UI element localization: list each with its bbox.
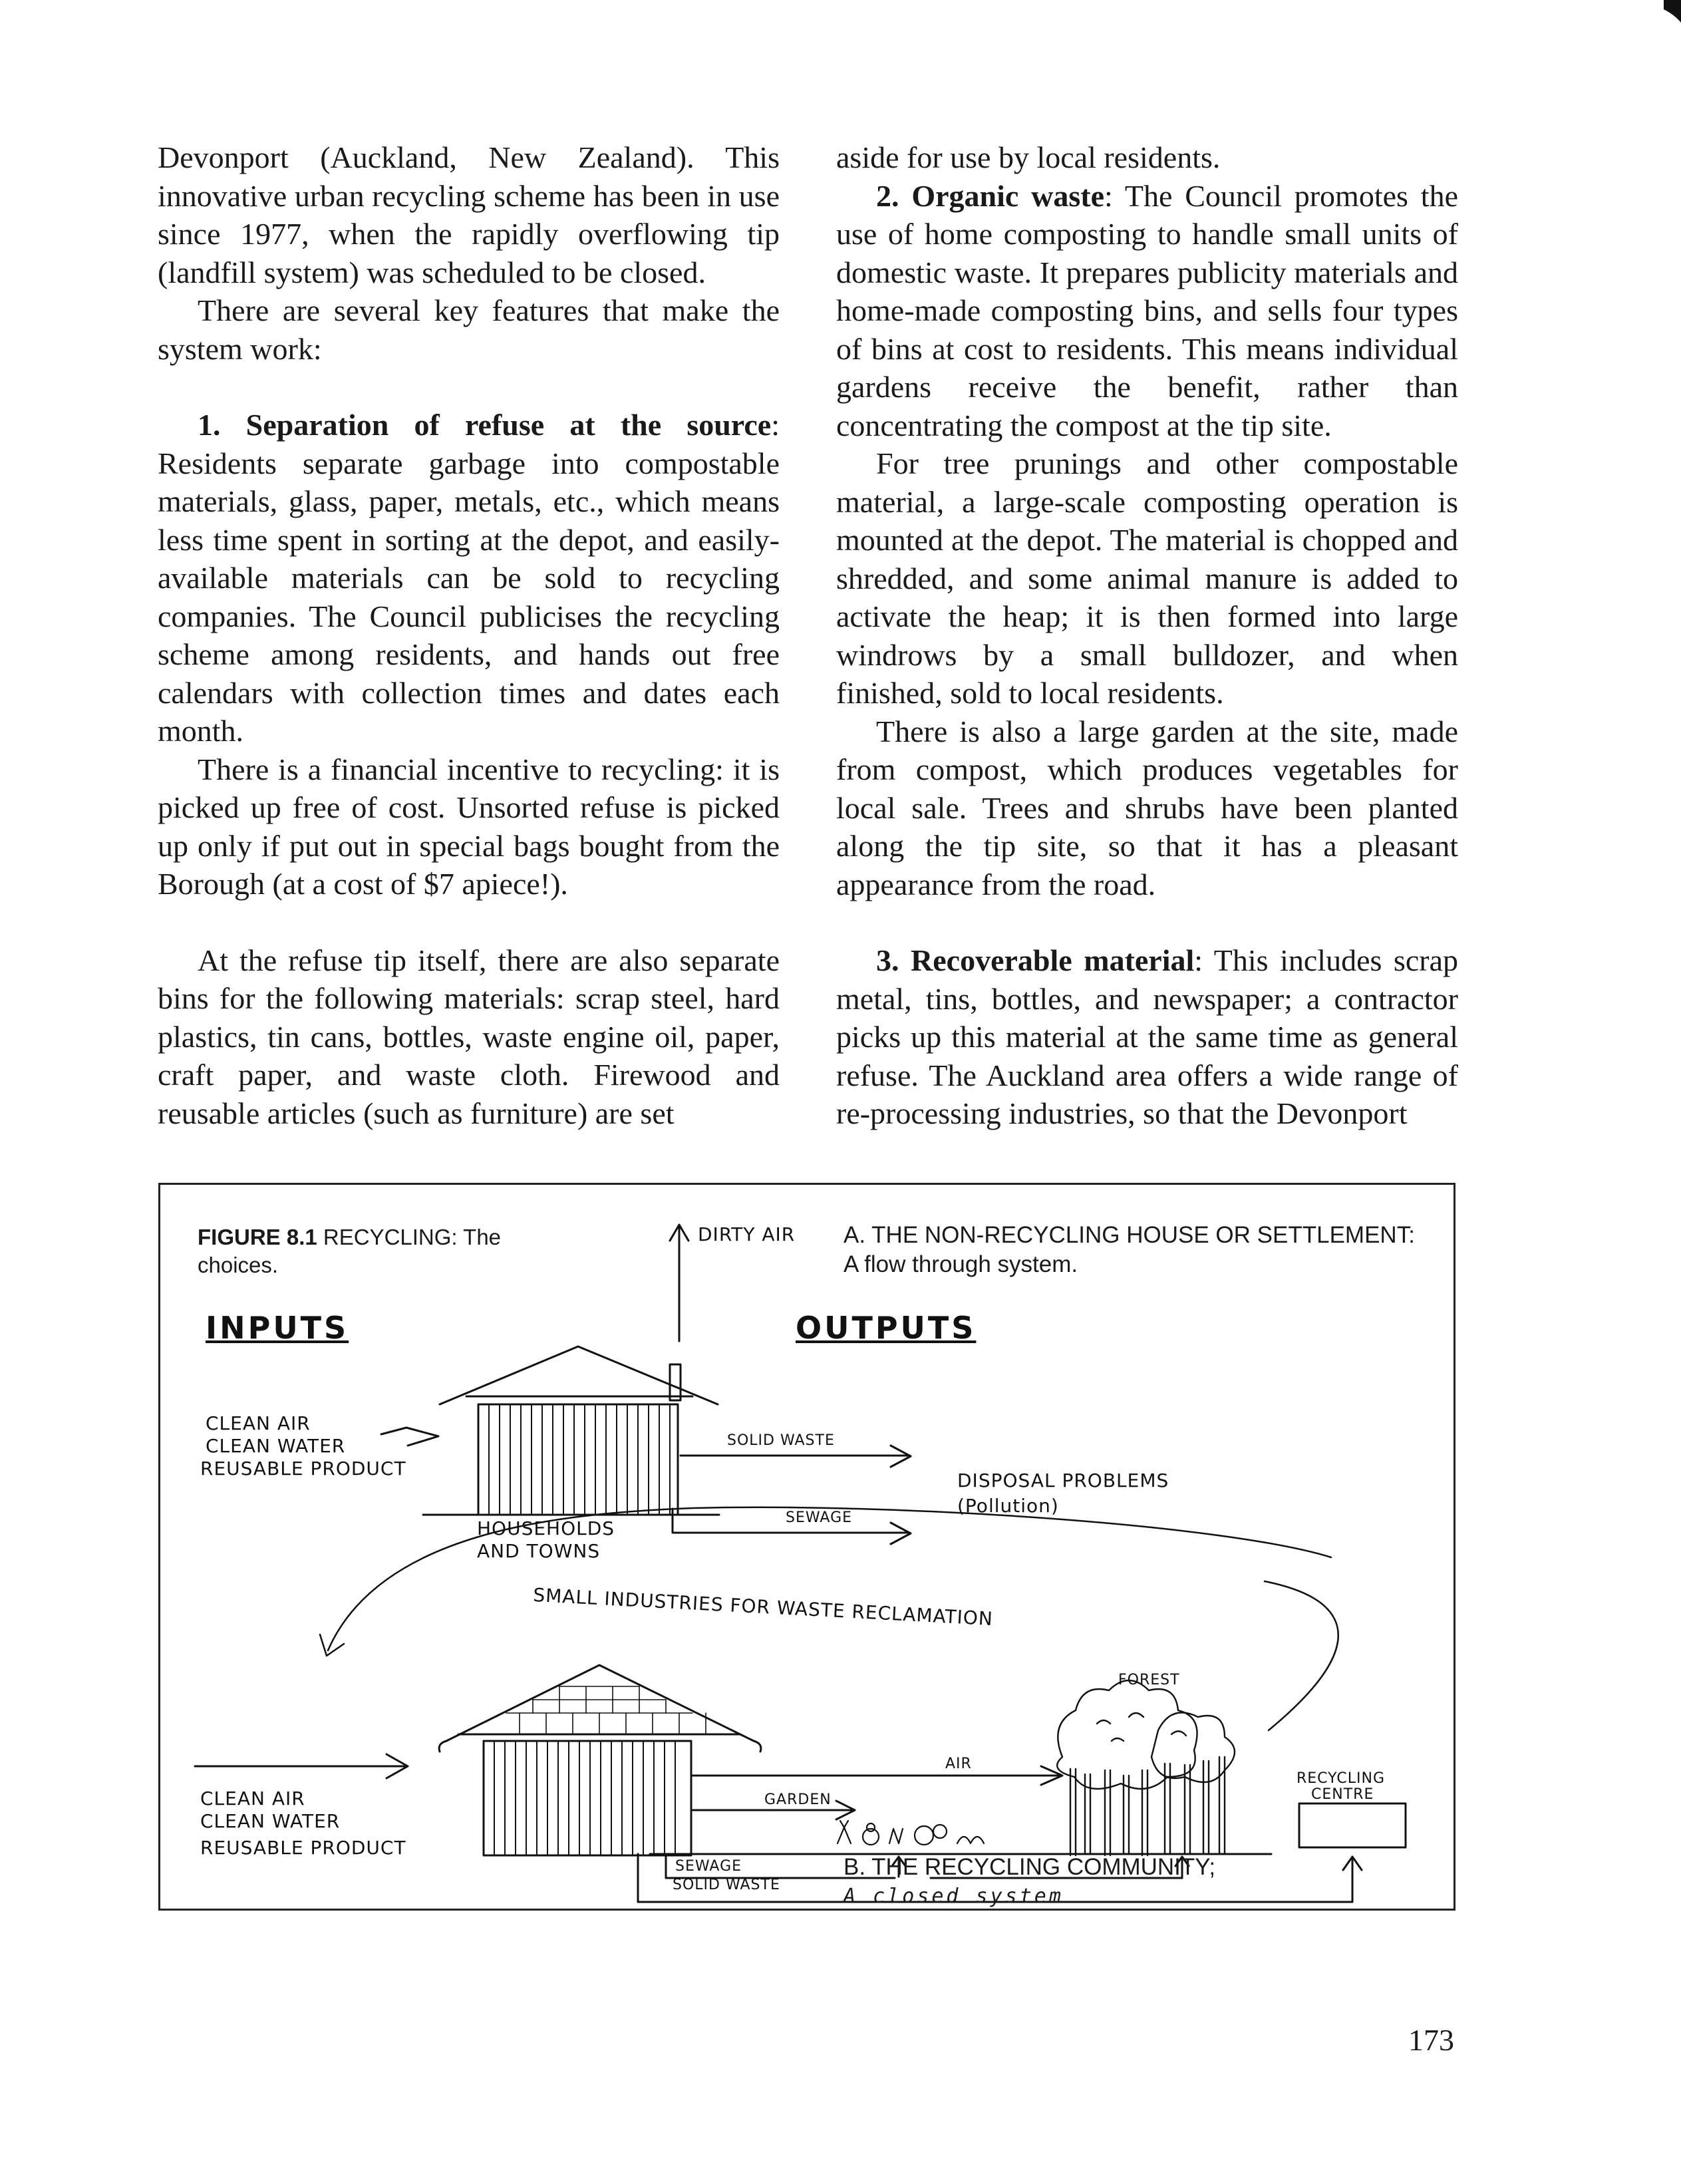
clean-air-label: CLEAN AIR xyxy=(206,1412,311,1434)
reusable-product-label: REUSABLE PRODUCT xyxy=(200,1458,406,1480)
paragraph-separation xyxy=(158,406,780,750)
paragraph: There is also a large garden at the site, made from compost, which produces vegetables for local sale. Trees and shrubs have been planted along the tip site, so that it has a pleasant appearance from the road. xyxy=(836,714,1458,901)
section-body: : This includes scrap metal, tins, bottles, and newspaper; a contractor picks up this material at the same time as general refuse. The Auckland area offers a wide range of re-processing industries, so that the Devonport xyxy=(836,943,1458,1130)
section-heading: 3. Recoverable material xyxy=(876,943,1195,977)
paragraph: For tree prunings and other compostable material, a large-scale composting operation is mounted at the depot. The material is chopped and shredded, and some animal manure is added to activate the heap; it is then formed into large windrows by a small bulldozer, and when finished, sold to local residents. xyxy=(836,446,1458,710)
solid-waste-label-b: SOLID WASTE xyxy=(673,1877,780,1893)
clean-water-label: CLEAN WATER xyxy=(206,1435,346,1457)
label-a-subtitle: A flow through system. xyxy=(843,1251,1078,1277)
paragraph-organic-waste xyxy=(836,177,1458,445)
section-heading: 1. Separation of refuse at the source xyxy=(198,408,772,442)
label-b-title: B. THE RECYCLING COMMUNITY; xyxy=(843,1854,1216,1880)
figure-recycling xyxy=(158,1183,1455,1911)
reusable-product-label-b: REUSABLE PRODUCT xyxy=(200,1837,406,1859)
label-b xyxy=(843,1853,1442,1911)
section-body: : Residents separate garbage into compostable materials, glass, paper, metals, etc., which means less time spent in sorting at the depot, and easily-available materials can be sold to recycling companies. The Council publicises the recycling scheme among residents, and hands out free calendars with collection times and dates each month. xyxy=(158,408,780,748)
centre-label: CENTRE xyxy=(1311,1786,1374,1803)
air-label: AIR xyxy=(945,1756,972,1772)
figure-caption-text: RECYCLING: The choices. xyxy=(198,1225,502,1277)
right-column xyxy=(836,138,1458,1133)
forest-label: FOREST xyxy=(1118,1672,1180,1688)
inputs-heading: INPUTS xyxy=(206,1310,349,1346)
section-heading: 2. Organic waste xyxy=(876,178,1105,213)
outputs-heading: OUTPUTS xyxy=(796,1310,977,1346)
figure-number: FIGURE 8.1 xyxy=(198,1225,317,1249)
disposal-problems-label: DISPOSAL PROBLEMS xyxy=(957,1470,1169,1491)
households-label: HOUSEHOLDS xyxy=(477,1517,615,1539)
corner-mark-icon xyxy=(1654,0,1681,27)
figure-caption xyxy=(198,1223,570,1279)
paragraph: There are several key features that make the system work: xyxy=(158,293,780,366)
sewage-label: SEWAGE xyxy=(786,1509,853,1526)
clean-air-label-b: CLEAN AIR xyxy=(200,1788,305,1809)
pollution-label: (Pollution) xyxy=(957,1495,1059,1517)
left-column xyxy=(158,138,780,1132)
paragraph-recoverable xyxy=(836,941,1458,1133)
paragraph: There is a financial incentive to recycling: it is picked up free of cost. Unsorted refuse is picked up only if put out in special bags bought from the Borough (at a cost of $7 apiece!). xyxy=(158,752,780,901)
towns-label: AND TOWNS xyxy=(477,1540,601,1562)
label-b-subtitle: A closed system xyxy=(843,1885,1064,1908)
page-number: 173 xyxy=(1408,2023,1454,2057)
paragraph: Devonport (Auckland, New Zealand). This innovative urban recycling scheme has been in use since 1977, when the rapidly overflowing tip (landfill system) was scheduled to be closed. xyxy=(158,140,780,289)
paragraph: At the refuse tip itself, there are also separate bins for the following materials: scrap steel, hard plastics, tin cans, bottles, waste engine oil, paper, craft paper, and waste cloth. Firewood and reusable articles (such as furniture) are set xyxy=(158,943,780,1130)
dirty-air-label: DIRTY AIR xyxy=(698,1223,796,1245)
clean-water-label-b: CLEAN WATER xyxy=(200,1810,341,1832)
solid-waste-label: SOLID WASTE xyxy=(727,1432,835,1449)
small-industries-label: SMALL INDUSTRIES FOR WASTE RECLAMATION xyxy=(532,1583,994,1631)
garden-label: GARDEN xyxy=(764,1792,832,1808)
section-body: : The Council promotes the use of home composting to handle small units of domestic waste. It prepares publicity materials and home-made composting bins, and sells four types of bins at cost to residents. This means individual gardens receive the benefit, rather than concentrating the compost at the tip site. xyxy=(836,178,1458,442)
recycling-label: RECYCLING xyxy=(1297,1770,1386,1787)
paragraph: aside for use by local residents. xyxy=(836,140,1221,174)
label-a-title: A. THE NON-RECYCLING HOUSE OR SETTLEMENT: xyxy=(843,1222,1415,1248)
label-a xyxy=(843,1221,1442,1279)
sewage-label-b: SEWAGE xyxy=(675,1858,742,1875)
